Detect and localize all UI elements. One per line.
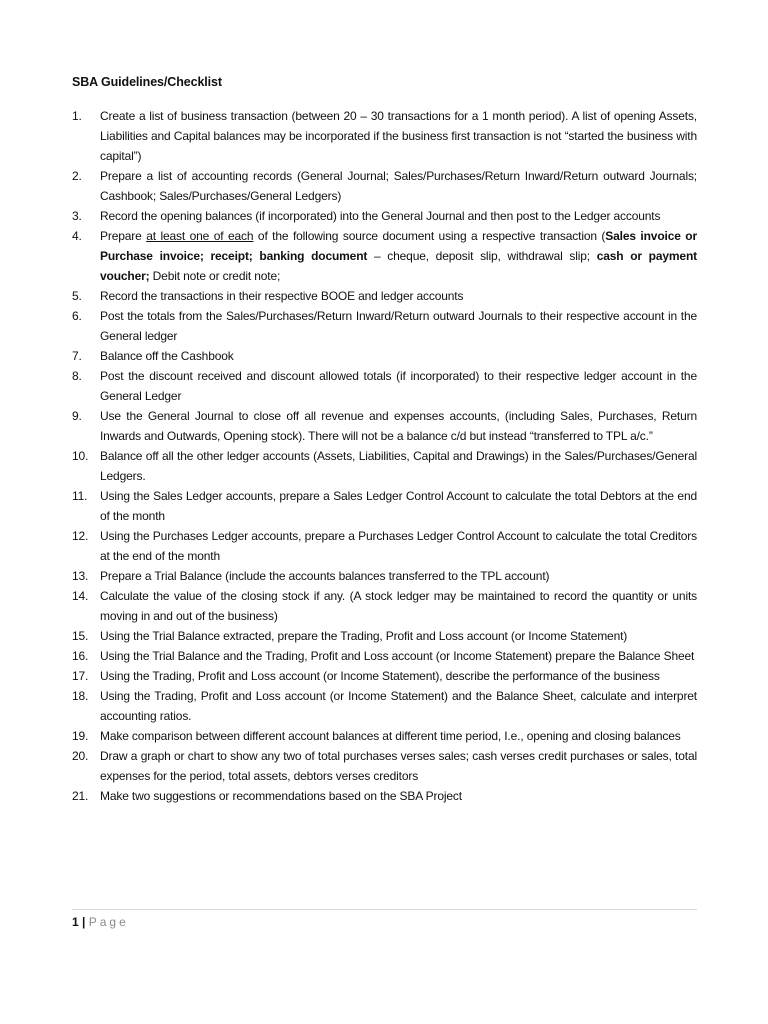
item-number: 18. — [72, 689, 89, 703]
item-text: Post the discount received and discount allowed totals (if incorporated) to their respective ledger account in the General Ledger — [100, 369, 697, 403]
document-title: SBA Guidelines/Checklist — [72, 75, 222, 89]
item-text: Using the Sales Ledger accounts, prepare a Sales Ledger Control Account to calculate the total Debtors at the end of the month — [100, 489, 697, 523]
item-text: Prepare a Trial Balance (include the accounts balances transferred to the TPL account) — [100, 569, 550, 583]
item-text: Make two suggestions or recommendations based on the SBA Project — [100, 789, 462, 803]
item-number: 4. — [72, 229, 82, 243]
item-number: 16. — [72, 649, 89, 663]
item-number: 13. — [72, 569, 89, 583]
item-number: 19. — [72, 729, 89, 743]
item-number: 10. — [72, 449, 89, 463]
item-text: Make comparison between different account balances at different time period, I.e., opening and closing balances — [100, 729, 681, 743]
item-number: 11. — [72, 489, 88, 503]
item-text: Using the Purchases Ledger accounts, prepare a Purchases Ledger Control Account to calculate the total Creditors at the end of the month — [100, 529, 697, 563]
item-number: 6. — [72, 309, 82, 323]
page-number: 1 — [72, 915, 79, 929]
item-number: 17. — [72, 669, 89, 683]
list-item — [72, 786, 697, 806]
item-number: 1. — [72, 109, 82, 123]
item-text: Using the Trading, Profit and Loss account (or Income Statement), describe the performance of the business — [100, 669, 660, 683]
item-text: Use the General Journal to close off all revenue and expenses accounts, (including Sales, Purchases, Return Inwards and Outwards, Opening stock). There will not be a balance c/d but instead “transferred to TPL a/c.” — [100, 409, 697, 443]
item-text: Balance off all the other ledger accounts (Assets, Liabilities, Capital and Drawings) in the Sales/Purchases/General Ledgers. — [100, 449, 697, 483]
item-number: 2. — [72, 169, 82, 183]
underlined-text: at least one of each — [146, 229, 254, 243]
bold-text: Sales invoice or Purchase invoice; receipt; banking document — [100, 229, 697, 263]
list-item — [72, 746, 697, 786]
list-item — [72, 106, 697, 166]
checklist — [72, 106, 697, 806]
footer-separator: | — [82, 915, 86, 929]
list-item — [72, 346, 697, 366]
item-text: Prepare a list of accounting records (General Journal; Sales/Purchases/Return Inward/Return outward Journals; Cashbook; Sales/Purchases/General Ledgers) — [100, 169, 697, 203]
list-item — [72, 166, 697, 206]
item-text: Record the transactions in their respective BOOE and ledger accounts — [100, 289, 464, 303]
item-number: 12. — [72, 529, 89, 543]
item-number: 8. — [72, 369, 82, 383]
list-item — [72, 686, 697, 726]
bold-text: cash or payment voucher; — [100, 249, 697, 283]
list-item — [72, 666, 697, 686]
list-item — [72, 226, 697, 286]
list-item — [72, 286, 697, 306]
item-number: 15. — [72, 629, 89, 643]
item-text: Using the Trial Balance extracted, prepare the Trading, Profit and Loss account (or Income Statement) — [100, 629, 628, 643]
item-text: Create a list of business transaction (between 20 – 30 transactions for a 1 month period). A list of opening Assets, Liabilities and Capital balances may be incorporated if the business first transaction is not “started the business with capital”) — [100, 109, 697, 163]
item-text: Balance off the Cashbook — [100, 349, 234, 363]
item-number: 14. — [72, 589, 89, 603]
item-text: Using the Trading, Profit and Loss account (or Income Statement) and the Balance Sheet, calculate and interpret accounting ratios. — [100, 689, 697, 723]
item-number: 7. — [72, 349, 82, 363]
item-number: 5. — [72, 289, 82, 303]
list-item — [72, 406, 697, 446]
item-text: Post the totals from the Sales/Purchases/Return Inward/Return outward Journals to their respective account in the General ledger — [100, 309, 697, 343]
list-item — [72, 626, 697, 646]
page-label: Page — [88, 915, 129, 929]
footer-divider — [72, 909, 697, 910]
list-item — [72, 566, 697, 586]
item-text-part: Prepare — [100, 229, 147, 243]
item-text-part: Debit note or credit note; — [149, 269, 281, 283]
list-item — [72, 646, 697, 666]
list-item — [72, 306, 697, 346]
item-text-part: of the following source document using a respective transaction ( — [253, 229, 606, 243]
item-number: 21. — [72, 789, 89, 803]
list-item — [72, 726, 697, 746]
item-text: Draw a graph or chart to show any two of total purchases verses sales; cash verses credit purchases or sales, total expenses for the period, total assets, debtors verses creditors — [100, 749, 697, 783]
list-item — [72, 526, 697, 566]
item-number: 9. — [72, 409, 82, 423]
list-item — [72, 206, 697, 226]
list-item — [72, 586, 697, 626]
item-text: Calculate the value of the closing stock if any. (A stock ledger may be maintained to record the quantity or units moving in and out of the business) — [100, 589, 697, 623]
item-number: 20. — [72, 749, 89, 763]
page-footer — [72, 912, 129, 932]
list-item — [72, 486, 697, 526]
item-text — [100, 226, 697, 286]
list-item — [72, 366, 697, 406]
item-number: 3. — [72, 209, 82, 223]
item-text: Record the opening balances (if incorporated) into the General Journal and then post to the Ledger accounts — [100, 209, 661, 223]
list-item — [72, 446, 697, 486]
item-text: Using the Trial Balance and the Trading, Profit and Loss account (or Income Statement) prepare the Balance Sheet — [100, 649, 695, 663]
item-text-part: – cheque, deposit slip, withdrawal slip; — [367, 249, 597, 263]
